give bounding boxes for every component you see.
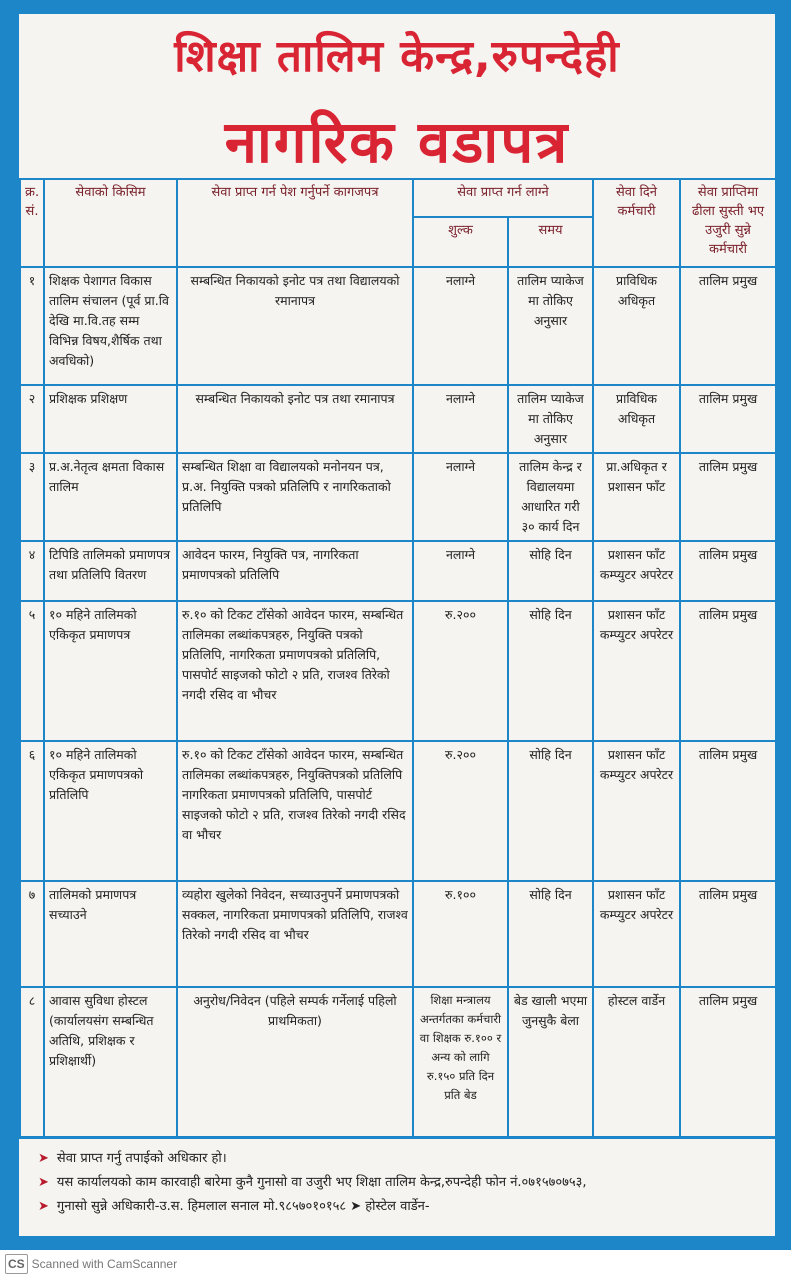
row-documents: आवेदन फारम, नियुक्ति पत्र, नागरिकता प्रमाणपत्रको प्रतिलिपि [177, 541, 413, 601]
row-fee: रु.२०० [413, 601, 508, 741]
table-row [20, 987, 776, 1137]
header-staff: सेवा दिने कर्मचारी [593, 179, 680, 267]
row-staff: प्रा.अधिकृत र प्रशासन फाँट [593, 453, 680, 541]
row-sn: ४ [20, 541, 44, 601]
row-service: शिक्षक पेशागत विकास तालिम संचालन (पूर्व प्रा.वि देखि मा.वि.तह सम्म विभिन्न विषय,शैर्षिक तथा अवधिको) [44, 267, 177, 385]
row-time: सोहि दिन [508, 601, 593, 741]
row-service: १० महिने तालिमको एकिकृत प्रमाणपत्र [44, 601, 177, 741]
row-staff: प्रशासन फाँट कम्प्युटर अपरेटर [593, 541, 680, 601]
row-service: टिपिडि तालिमको प्रमाणपत्र तथा प्रतिलिपि वितरण [44, 541, 177, 601]
row-time: सोहि दिन [508, 741, 593, 881]
citizen-charter-panel [19, 14, 775, 1236]
charter-title: नागरिक वडापत्र [224, 108, 570, 176]
row-service: तालिमको प्रमाणपत्र सच्याउने [44, 881, 177, 987]
header-service: सेवाको किसिम [44, 179, 177, 267]
arrow-icon: ➤ [38, 1150, 49, 1166]
row-complaint: तालिम प्रमुख [680, 987, 776, 1137]
row-documents: सम्बन्धित निकायको इनोट पत्र तथा विद्यालयको रमानापत्र [177, 267, 413, 385]
footer-note: ➤ सेवा प्राप्त गर्नु तपाईको अधिकार हो। [38, 1150, 227, 1166]
row-service: १० महिने तालिमको एकिकृत प्रमाणपत्रको प्रतिलिपि [44, 741, 177, 881]
row-complaint: तालिम प्रमुख [680, 267, 776, 385]
header-complaint: सेवा प्राप्तिमा ढीला सुस्ती भए उजुरी सुन्ने कर्मचारी [680, 179, 776, 267]
row-documents: अनुरोध/निवेदन (पहिले सम्पर्क गर्नेलाई पहिलो प्राथमिकता) [177, 987, 413, 1137]
row-staff: प्रशासन फाँट कम्प्युटर अपरेटर [593, 881, 680, 987]
row-fee: रु.२०० [413, 741, 508, 881]
row-service: आवास सुविधा होस्टल (कार्यालयसंग सम्बन्धित अतिथि, प्रशिक्षक र प्रशिक्षार्थी) [44, 987, 177, 1137]
row-documents: सम्बन्धित निकायको इनोट पत्र तथा रमानापत्र [177, 385, 413, 453]
camscanner-logo-icon: CS [5, 1254, 28, 1274]
table-row [20, 741, 776, 881]
row-documents: रु.१० को टिकट टाँसेको आवेदन फारम, सम्बन्धित तालिमका लब्धांकपत्रहरु, नियुक्ति पत्रको प्रतिलिपि, नागरिकता प्रमाणपत्रको प्रतिलिपि, पासपोर्ट साइजको फोटो २ प्रति, राजश्व तिरेको नगदी रसिद वा भौचर [177, 601, 413, 741]
row-documents: व्यहोरा खुलेको निवेदन, सच्याउनुपर्ने प्रमाणपत्रको सक्कल, नागरिकता प्रमाणपत्रको प्रतिलिपि, राजश्व तिरेको नगदी रसिद वा भौचर [177, 881, 413, 987]
row-fee: नलाग्ने [413, 541, 508, 601]
row-time: सोहि दिन [508, 881, 593, 987]
table-row [20, 267, 776, 385]
row-staff: प्रशासन फाँट कम्प्युटर अपरेटर [593, 741, 680, 881]
row-sn: ६ [20, 741, 44, 881]
row-staff: प्राविधिक अधिकृत [593, 267, 680, 385]
row-complaint: तालिम प्रमुख [680, 385, 776, 453]
header-requirements: सेवा प्राप्त गर्न लाग्ने [413, 179, 593, 217]
row-service: प्रशिक्षक प्रशिक्षण [44, 385, 177, 453]
arrow-icon: ➤ [38, 1198, 49, 1214]
row-sn: १ [20, 267, 44, 385]
row-staff: प्राविधिक अधिकृत [593, 385, 680, 453]
row-complaint: तालिम प्रमुख [680, 601, 776, 741]
charter-table [19, 178, 777, 1249]
row-sn: ५ [20, 601, 44, 741]
row-complaint: तालिम प्रमुख [680, 881, 776, 987]
row-complaint: तालिम प्रमुख [680, 741, 776, 881]
header-time: समय [508, 217, 593, 267]
footer-note: ➤ गुनासो सुन्ने अधिकारी-उ.स. हिमलाल सनाल मो.९८५७०१०१५८ ➤ होस्टेल वार्डेन- [38, 1198, 430, 1214]
row-time: तालिम प्याकेज मा तोकिए अनुसार [508, 385, 593, 453]
row-time: तालिम केन्द्र र विद्यालयमा आधारित गरी ३० कार्य दिन [508, 453, 593, 541]
header-documents: सेवा प्राप्त गर्न पेश गर्नुपर्ने कागजपत्र [177, 179, 413, 267]
table-row [20, 541, 776, 601]
office-title: शिक्षा तालिम केन्द्र,रुपन्देही [174, 31, 620, 82]
footer-note: ➤ यस कार्यालयको काम कारवाही बारेमा कुनै गुनासो वा उजुरी भए शिक्षा तालिम केन्द्र,रुपन्देही फोन नं.०७१५७०७५३, [38, 1174, 587, 1190]
table-row [20, 385, 776, 453]
row-sn: ८ [20, 987, 44, 1137]
table-row [20, 881, 776, 987]
row-sn: २ [20, 385, 44, 453]
header-sn: क्र. सं. [20, 179, 44, 267]
row-fee: रु.१०० [413, 881, 508, 987]
row-staff: होस्टल वार्डेन [593, 987, 680, 1137]
row-complaint: तालिम प्रमुख [680, 453, 776, 541]
header-fee: शुल्क [413, 217, 508, 267]
row-documents: रु.१० को टिकट टाँसेको आवेदन फारम, सम्बन्धित तालिमका लब्धांकपत्रहरु, नियुक्तिपत्रको प्रतिलिपि नागरिकता प्रमाणपत्रको प्रतिलिपि, पासपोर्ट साइजको फोटो २ प्रति, राजश्व तिरेको नगदी रसिद वा भौचर [177, 741, 413, 881]
row-staff: प्रशासन फाँट कम्प्युटर अपरेटर [593, 601, 680, 741]
row-fee: नलाग्ने [413, 385, 508, 453]
row-fee: नलाग्ने [413, 453, 508, 541]
row-time: तालिम प्याकेज मा तोकिए अनुसार [508, 267, 593, 385]
row-fee: नलाग्ने [413, 267, 508, 385]
row-sn: ७ [20, 881, 44, 987]
arrow-icon: ➤ [38, 1174, 49, 1190]
scanner-text: Scanned with CamScanner [31, 1257, 178, 1271]
row-documents: सम्बन्धित शिक्षा वा विद्यालयको मनोनयन पत्र, प्र.अ. नियुक्ति पत्रको प्रतिलिपि र नागरिकताको प्रतिलिपि [177, 453, 413, 541]
footer-notes [20, 1137, 776, 1249]
row-service: प्र.अ.नेतृत्व क्षमता विकास तालिम [44, 453, 177, 541]
row-time: बेड खाली भएमा जुनसुकै बेला [508, 987, 593, 1137]
row-fee: शिक्षा मन्त्रालय अन्तर्गतका कर्मचारी वा शिक्षक रु.१०० र अन्य को लागि रु.१५० प्रति दिन प्रति बेड [413, 987, 508, 1137]
row-time: सोहि दिन [508, 541, 593, 601]
table-row [20, 453, 776, 541]
row-sn: ३ [20, 453, 44, 541]
row-complaint: तालिम प्रमुख [680, 541, 776, 601]
scanner-watermark [5, 1254, 177, 1272]
table-row [20, 601, 776, 741]
